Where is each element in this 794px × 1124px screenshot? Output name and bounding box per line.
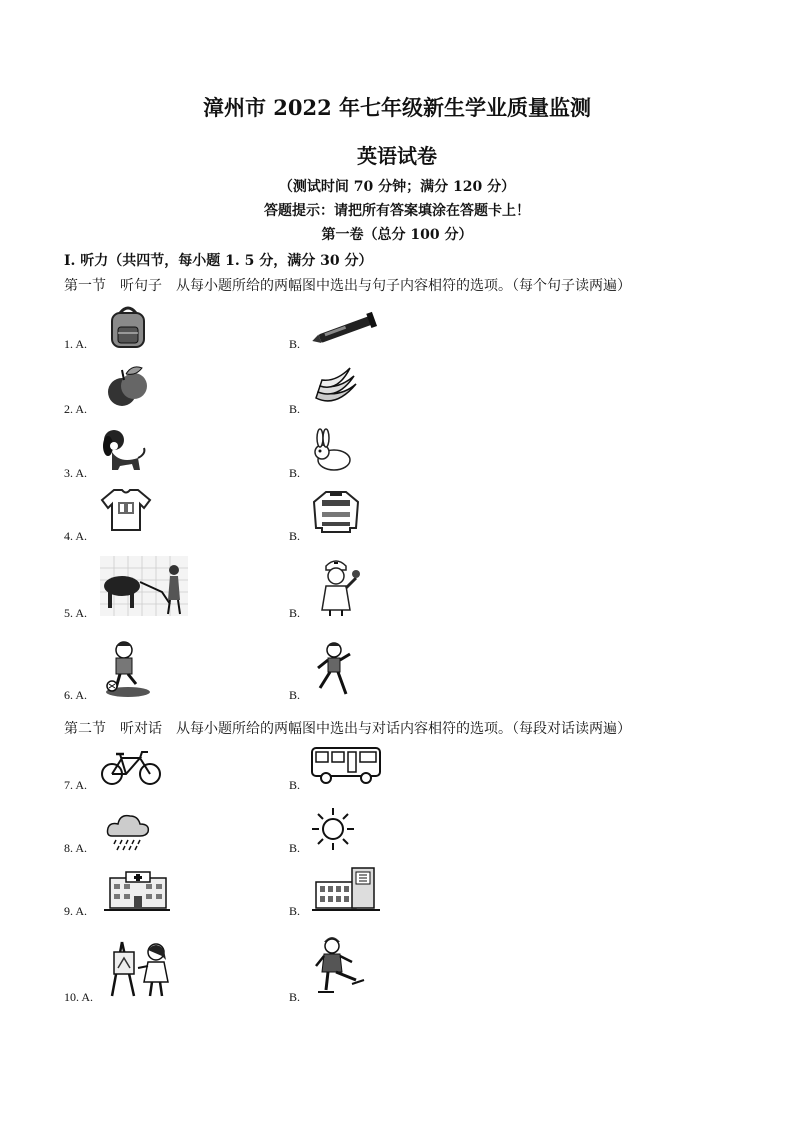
- bus-icon: [310, 746, 382, 784]
- doctor-icon: [312, 556, 362, 616]
- boy-soccer-icon: [102, 638, 152, 698]
- bananas-icon: [310, 364, 362, 408]
- part-heading: I. 听力（共四节，每小题 1. 5 分，满分 30 分）: [64, 253, 373, 269]
- q9-option-a-label: 9. A.: [64, 904, 88, 918]
- girl-skating-icon: [312, 932, 366, 998]
- q7-option-a-label: 7. A.: [64, 778, 88, 792]
- time-info: （测试时间 70 分钟；满分 120 分）: [278, 179, 516, 195]
- q10-option-a-label: 10. A.: [64, 990, 94, 1004]
- q4-option-b-label: B.: [289, 529, 301, 543]
- girl-painting-icon: [104, 938, 176, 998]
- q10-option-b-label: B.: [289, 990, 301, 1004]
- exam-title: 漳州市 2022 年七年级新生学业质量监测: [202, 95, 592, 120]
- q8-option-b-label: B.: [289, 841, 301, 855]
- apple-icon: [102, 362, 152, 412]
- q7-option-b-label: B.: [289, 778, 301, 792]
- section-1-instructions: 第一节 听句子 从每小题所给的两幅图中选出与句子内容相符的选项。（每个句子读两遍）: [64, 278, 631, 294]
- q3-option-b-label: B.: [289, 466, 301, 480]
- tshirt-icon: [100, 486, 152, 532]
- q9-option-b-label: B.: [289, 904, 301, 918]
- section-2-instructions: 第二节 听对话 从每小题所给的两幅图中选出与对话内容相符的选项。（每段对话读两遍）: [64, 721, 631, 737]
- backpack-icon: [104, 305, 152, 349]
- q8-option-a-label: 8. A.: [64, 841, 88, 855]
- boy-running-icon: [312, 640, 356, 698]
- q2-option-b-label: B.: [289, 402, 301, 416]
- rain-cloud-icon: [104, 812, 152, 852]
- q2-option-a-label: 2. A.: [64, 402, 88, 416]
- q1-option-a-label: 1. A.: [64, 337, 88, 351]
- q1-option-b-label: B.: [289, 337, 301, 351]
- rabbit-icon: [310, 426, 358, 474]
- q5-option-b-label: B.: [289, 606, 301, 620]
- volume-heading: 第一卷（总分 100 分）: [321, 227, 473, 243]
- q6-option-a-label: 6. A.: [64, 688, 88, 702]
- pen-icon: [310, 310, 386, 346]
- q4-option-a-label: 4. A.: [64, 529, 88, 543]
- farmer-ox-icon: [100, 556, 188, 616]
- q3-option-a-label: 3. A.: [64, 466, 88, 480]
- exam-subject: 英语试卷: [357, 144, 437, 168]
- q5-option-a-label: 5. A.: [64, 606, 88, 620]
- sun-icon: [310, 806, 356, 852]
- library-icon: [312, 864, 380, 912]
- bicycle-icon: [100, 748, 162, 786]
- sweater-icon: [310, 488, 362, 534]
- q6-option-b-label: B.: [289, 688, 301, 702]
- dog-icon: [100, 424, 148, 472]
- hospital-icon: [104, 870, 170, 912]
- answer-tip: 答题提示：请把所有答案填涂在答题卡上！: [264, 203, 530, 219]
